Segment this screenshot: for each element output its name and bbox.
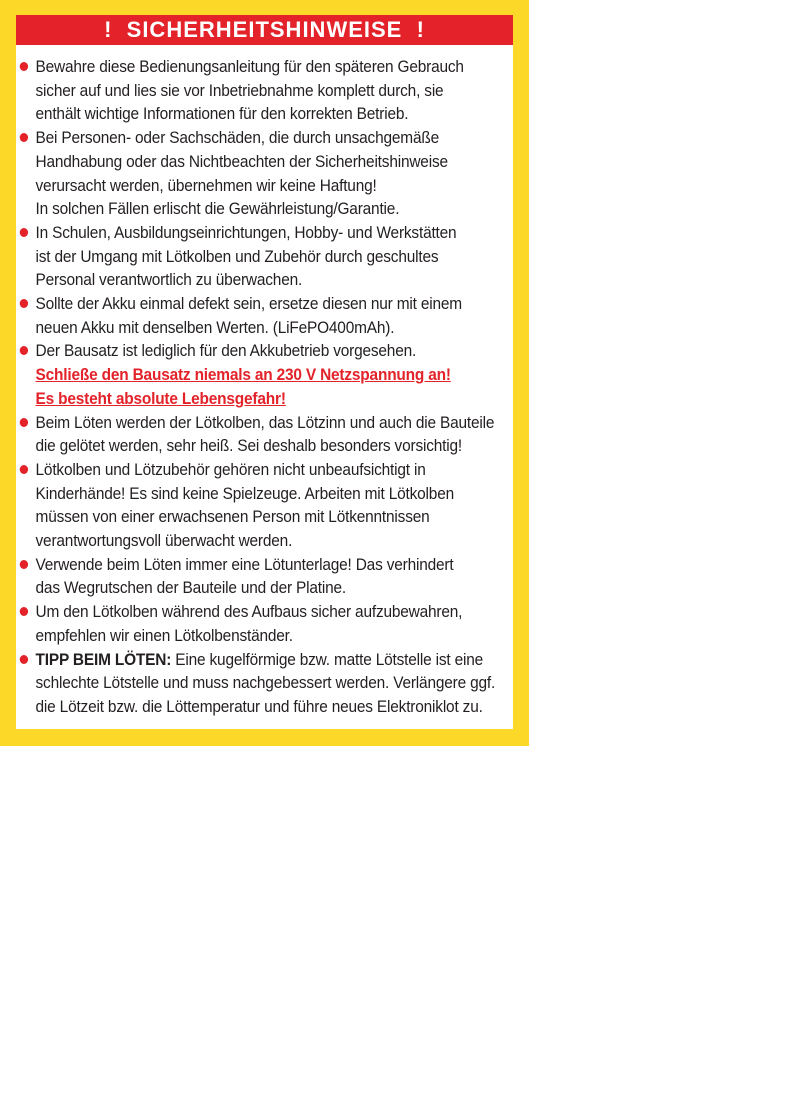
item-line: Kinderhände! Es sind keine Spielzeuge. Arbeiten mit Lötkolben [35, 483, 455, 503]
item-line: müssen von einer erwachsenen Person mit Lötkenntnissen [35, 507, 430, 527]
item-line: Bewahre diese Bedienungsanleitung für den späteren Gebrauch [35, 57, 464, 76]
list-item [16, 55, 519, 126]
item-line: Beim Löten werden der Lötkolben, das Lötzinn und auch die Bauteile [35, 412, 495, 432]
tip-text: Eine kugelförmige bzw. matte Lötstelle ist eine [171, 649, 484, 669]
bullet-icon [20, 465, 28, 474]
bullet-icon [20, 228, 28, 237]
warning-line: Schließe den Bausatz niemals an 230 V Netzspannung an! [35, 365, 451, 385]
item-line: Lötkolben und Lötzubehör gehören nicht unbeaufsichtigt in [35, 459, 426, 479]
bullet-icon [20, 655, 28, 664]
safety-notice-header: ! SICHERHEITSHINWEISE ! [16, 15, 513, 45]
item-line: ist der Umgang mit Lötkolben und Zubehör durch geschultes [35, 246, 439, 266]
list-item [16, 458, 519, 553]
list-item [16, 221, 519, 292]
item-line: das Wegrutschen der Bauteile und der Platine. [35, 578, 347, 598]
safety-notice-frame [0, 0, 529, 746]
item-line: die gelötet werden, sehr heiß. Sei deshalb besonders vorsichtig! [35, 436, 462, 456]
item-line: verantwortungsvoll überwacht werden. [35, 531, 293, 551]
bullet-icon [20, 346, 28, 355]
item-line: In Schulen, Ausbildungseinrichtungen, Hobby- und Werkstätten [35, 222, 457, 242]
list-item [16, 292, 519, 339]
bullet-icon [20, 607, 28, 616]
list-item [16, 411, 519, 458]
item-line: enthält wichtige Informationen für den korrekten Betrieb. [35, 104, 409, 124]
item-line: sicher auf und lies sie vor Inbetriebnahme komplett durch, sie [35, 80, 444, 100]
item-line: Personal verantwortlich zu überwachen. [35, 270, 303, 290]
item-line: neuen Akku mit denselben Werten. (LiFePO400mAh). [35, 317, 395, 337]
bullet-icon [20, 299, 28, 308]
item-line [36, 648, 520, 672]
list-item [16, 339, 519, 410]
list-item [16, 126, 519, 221]
item-line: In solchen Fällen erlischt die Gewährleistung/Garantie. [35, 199, 400, 219]
item-line: verursacht werden, übernehmen wir keine Haftung! [35, 175, 377, 195]
item-line: Verwende beim Löten immer eine Lötunterlage! Das verhindert [35, 554, 454, 574]
item-line: schlechte Lötstelle und muss nachgebessert werden. Verlängere ggf. [35, 673, 496, 693]
tip-label: TIPP BEIM LÖTEN: [35, 649, 172, 669]
bullet-icon [20, 133, 28, 142]
item-line: empfehlen wir einen Lötkolbenständer. [35, 625, 293, 645]
warning-line: Es besteht absolute Lebensgefahr! [35, 388, 286, 408]
item-line: Um den Lötkolben während des Aufbaus sicher aufzubewahren, [35, 602, 463, 622]
safety-notice-panel [16, 15, 513, 729]
bullet-icon [20, 560, 28, 569]
item-line: die Lötzeit bzw. die Löttemperatur und führe neues Elektroniklot zu. [35, 696, 483, 716]
item-line: Sollte der Akku einmal defekt sein, ersetze diesen nur mit einem [35, 294, 462, 314]
item-line: Handhabung oder das Nichtbeachten der Sicherheitshinweise [35, 151, 448, 171]
list-item [16, 648, 519, 719]
bullet-icon [20, 418, 28, 427]
safety-notice-list [16, 55, 513, 719]
item-line: Bei Personen- oder Sachschäden, die durch unsachgemäße [35, 128, 439, 148]
list-item [16, 600, 519, 647]
bullet-icon [20, 62, 28, 71]
item-line: Der Bausatz ist lediglich für den Akkubetrieb vorgesehen. [35, 341, 417, 361]
list-item [16, 553, 519, 600]
